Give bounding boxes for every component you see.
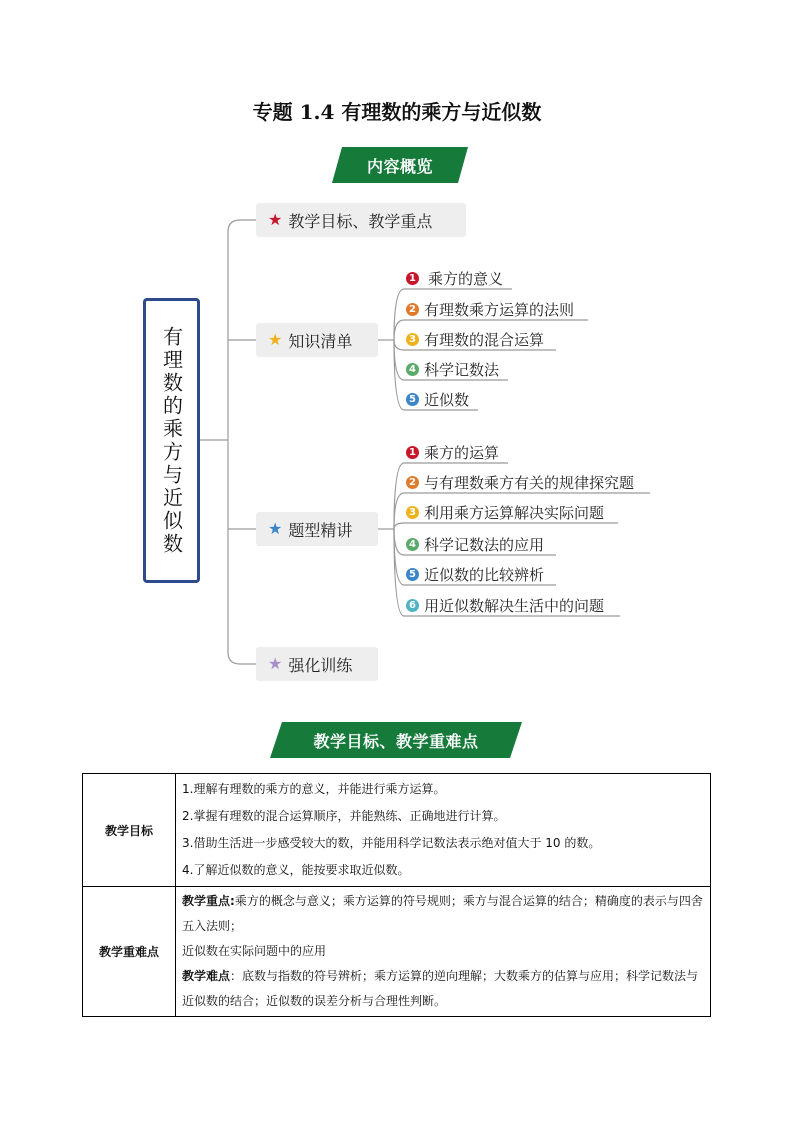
difficulty-label: 教学难点 bbox=[182, 969, 231, 983]
number-badge: 1 bbox=[406, 446, 419, 459]
branch-label: 知识清单 bbox=[288, 331, 353, 351]
goals-table bbox=[82, 773, 711, 1017]
list-item bbox=[406, 388, 469, 410]
goals-banner-label: 教学目标、教学重难点 bbox=[313, 731, 479, 751]
branch-knowledge-list bbox=[256, 323, 378, 357]
star-icon: ★ bbox=[268, 654, 283, 673]
star-icon: ★ bbox=[268, 210, 283, 229]
difficulty-block bbox=[182, 964, 704, 1014]
number-badge: 1 bbox=[406, 272, 419, 285]
row-label-key-difficult: 教学重难点 bbox=[83, 887, 176, 1017]
leaf-label: 与有理数乘方有关的规律探究题 bbox=[424, 473, 635, 492]
list-item bbox=[406, 298, 574, 320]
table-row bbox=[83, 774, 711, 887]
goal-line: 2.掌握有理数的混合运算顺序，并能熟练、正确地进行计算。 bbox=[182, 809, 506, 823]
list-item bbox=[406, 501, 604, 523]
number-badge: 3 bbox=[406, 506, 419, 519]
goal-line: 4.了解近似数的意义，能按要求取近似数。 bbox=[182, 863, 410, 877]
branch-teaching-goals bbox=[256, 203, 466, 237]
focus-block bbox=[182, 889, 704, 939]
focus-text: 乘方的概念与意义；乘方运算的符号规则；乘方与混合运算的结合；精确度的表示与四舍五入法则； bbox=[182, 894, 703, 933]
branch-label: 题型精讲 bbox=[288, 520, 353, 540]
key-difficult-content bbox=[176, 887, 711, 1017]
leaf-label: 用近似数解决生活中的问题 bbox=[424, 596, 605, 615]
leaf-label: 乘方的意义 bbox=[428, 269, 504, 288]
mindmap-center-label: 有理数的乘方与近似数 bbox=[159, 325, 184, 556]
difficulty-text: ：底数与指数的符号辨析；乘方运算的逆向理解；大数乘方的估算与应用；科学记数法与近似数的结合；近似数的误差分析与合理性判断。 bbox=[182, 969, 699, 1008]
list-item bbox=[406, 533, 544, 555]
branch-question-types bbox=[256, 512, 378, 546]
leaf-label: 科学记数法的应用 bbox=[424, 535, 545, 554]
star-icon: ★ bbox=[268, 519, 283, 538]
number-badge: 3 bbox=[406, 333, 419, 346]
list-item bbox=[406, 594, 604, 616]
leaf-label: 有理数乘方运算的法则 bbox=[424, 300, 575, 319]
branch-label: 教学目标、教学重点 bbox=[288, 211, 433, 231]
number-badge: 5 bbox=[406, 393, 419, 406]
table-row bbox=[83, 887, 711, 1017]
leaf-label: 近似数 bbox=[424, 390, 470, 409]
mindmap-center-node bbox=[143, 298, 200, 583]
goal-line: 3.借助生活进一步感受较大的数，并能用科学记数法表示绝对值大于 10 的数。 bbox=[182, 836, 601, 850]
number-badge: 2 bbox=[406, 303, 419, 316]
list-item bbox=[406, 358, 499, 380]
goal-line: 1.理解有理数的乘方的意义，并能进行乘方运算。 bbox=[182, 782, 446, 796]
overview-banner-label: 内容概览 bbox=[366, 156, 433, 176]
number-badge: 4 bbox=[406, 363, 419, 376]
leaf-label: 近似数的比较辨析 bbox=[424, 565, 545, 584]
goals-content bbox=[176, 774, 711, 887]
list-item bbox=[406, 471, 634, 493]
goals-banner bbox=[270, 722, 522, 758]
number-badge: 5 bbox=[406, 568, 419, 581]
page-title: 专题 1.4 有理数的乘方与近似数 bbox=[252, 100, 542, 124]
branch-label: 强化训练 bbox=[288, 655, 353, 675]
list-item bbox=[406, 267, 503, 289]
list-item bbox=[406, 441, 499, 463]
leaf-label: 乘方的运算 bbox=[424, 443, 500, 462]
number-badge: 2 bbox=[406, 476, 419, 489]
leaf-label: 科学记数法 bbox=[424, 360, 500, 379]
branch-reinforcement bbox=[256, 647, 378, 681]
star-icon: ★ bbox=[268, 330, 283, 349]
row-label-goals: 教学目标 bbox=[83, 774, 176, 887]
list-item bbox=[406, 328, 544, 350]
focus-text-2: 近似数在实际问题中的应用 bbox=[182, 944, 327, 958]
list-item bbox=[406, 563, 544, 585]
leaf-label: 利用乘方运算解决实际问题 bbox=[424, 503, 605, 522]
leaf-label: 有理数的混合运算 bbox=[424, 330, 545, 349]
number-badge: 4 bbox=[406, 538, 419, 551]
number-badge: 6 bbox=[406, 599, 419, 612]
focus-label: 教学重点: bbox=[182, 894, 235, 908]
